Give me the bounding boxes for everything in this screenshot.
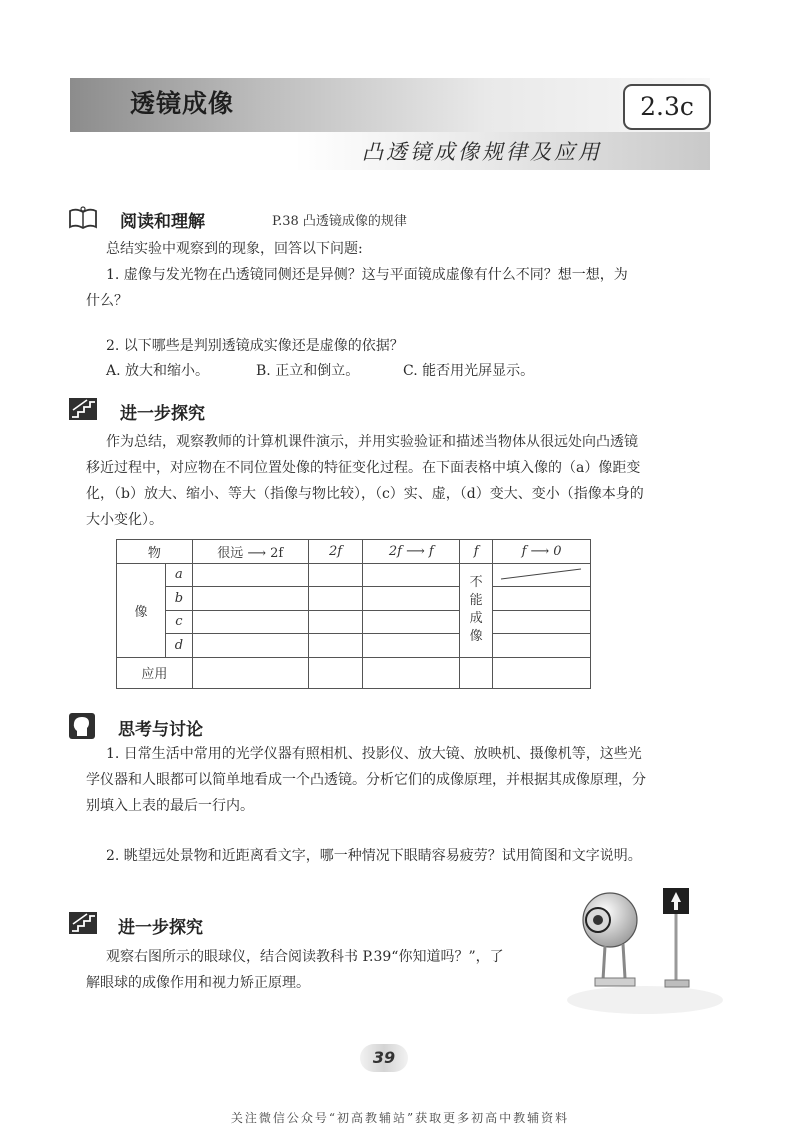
table-row <box>117 610 591 634</box>
col-f-to-0: f ⟶ 0 <box>493 540 591 564</box>
reading-heading: 阅读和理解 <box>120 212 205 232</box>
section-subtitle: 凸透镜成像规律及应用 <box>362 140 602 164</box>
table-cell[interactable] <box>493 610 591 634</box>
application-label: 应用 <box>117 657 193 688</box>
col-2f-to-f: 2f ⟶ f <box>363 540 460 564</box>
explore1-heading: 进一步探究 <box>120 404 205 424</box>
slash-mark <box>499 567 583 581</box>
explore1-line3: 化，（b）放大、缩小、等大（指像与物比较），（c）实、虚，（d）变大、变小（指像本身的 <box>86 486 644 502</box>
explore1-line2: 移近过程中，对应物在不同位置处像的特征变化过程。在下面表格中填入像的（a）像距变 <box>86 460 641 476</box>
table-cell[interactable] <box>308 634 363 658</box>
section-number-badge: 2.3c <box>623 84 711 130</box>
table-header-row <box>117 540 591 564</box>
discuss-q2: 2. 眺望远处景物和近距离看文字，哪一种情况下眼睛容易疲劳？试用简图和文字说明。 <box>106 848 642 864</box>
page-number: 39 <box>360 1044 408 1072</box>
reading-q1-line2: 什么？ <box>86 293 128 309</box>
table-cell[interactable] <box>493 657 591 688</box>
table-cell[interactable] <box>192 610 308 634</box>
row-letter-a: a <box>165 563 192 587</box>
table-row <box>117 657 591 688</box>
option-b: B. 正立和倒立。 <box>256 363 360 379</box>
col-far-to-2f: 很远 ⟶ 2f <box>192 540 308 564</box>
reading-q1-line1: 1. 虚像与发光物在凸透镜同侧还是异侧？这与平面镜成虚像有什么不同？想一想，为 <box>106 267 628 283</box>
table-cell[interactable] <box>493 563 591 587</box>
explore1-line4: 大小变化）。 <box>86 512 163 528</box>
table-cell[interactable] <box>308 563 363 587</box>
table-cell[interactable] <box>363 587 460 611</box>
option-c: C. 能否用光屏显示。 <box>403 363 535 379</box>
reading-intro: 总结实验中观察到的现象，回答以下问题: <box>106 241 363 257</box>
stairs-icon <box>68 911 98 935</box>
table-cell[interactable] <box>363 610 460 634</box>
table-cell[interactable] <box>308 610 363 634</box>
discuss-q1-line3: 别填入上表的最后一行内。 <box>86 798 254 814</box>
table-row <box>117 587 591 611</box>
table-cell[interactable] <box>493 587 591 611</box>
header-object: 物 <box>117 540 193 564</box>
open-book-icon <box>68 206 98 230</box>
discuss-q1-line1: 1. 日常生活中常用的光学仪器有照相机、投影仪、放大镜、放映机、摄像机等，这些光 <box>106 746 642 762</box>
table-row <box>117 634 591 658</box>
col-f: f <box>460 540 493 564</box>
discuss-q1-line2: 学仪器和人眼都可以简单地看成一个凸透镜。分析它们的成像原理，并根据其成像原理，分 <box>86 772 646 788</box>
table-cell[interactable] <box>493 634 591 658</box>
table-cell[interactable] <box>192 657 308 688</box>
row-letter-b: b <box>165 587 192 611</box>
table-row <box>117 563 591 587</box>
table-cell[interactable] <box>308 587 363 611</box>
row-letter-d: d <box>165 634 192 658</box>
explore2-line1: 观察右图所示的眼球仪，结合阅读教科书 P.39“你知道吗？”，了 <box>106 949 504 965</box>
explore2-line2: 解眼球的成像作用和视力矫正原理。 <box>86 975 310 991</box>
col-2f: 2f <box>308 540 363 564</box>
table-cell[interactable] <box>192 563 308 587</box>
option-a: A. 放大和缩小。 <box>106 363 210 379</box>
table-cell[interactable] <box>192 587 308 611</box>
table-cell[interactable] <box>363 563 460 587</box>
table-cell[interactable] <box>363 634 460 658</box>
reading-q2: 2. 以下哪些是判别透镜成实像还是虚像的依据？ <box>106 338 404 354</box>
eyeball-model-illustration <box>565 880 725 1020</box>
explore2-heading: 进一步探究 <box>118 918 203 938</box>
f-column-note: 不能成像 <box>460 563 493 657</box>
explore1-line1: 作为总结，观察教师的计算机课件演示，并用实验验证和描述当物体从很远处向凸透镜 <box>106 434 638 450</box>
table-cell[interactable] <box>460 657 493 688</box>
head-silhouette-icon <box>68 712 96 740</box>
table-cell[interactable] <box>308 657 363 688</box>
chapter-title: 透镜成像 <box>130 89 235 118</box>
row-group-image: 像 <box>117 563 166 657</box>
reading-reference: P.38 凸透镜成像的规律 <box>272 214 407 229</box>
footer-note: 关注微信公众号“初高教辅站”获取更多初高中教辅资料 <box>230 1111 570 1125</box>
table-cell[interactable] <box>192 634 308 658</box>
stairs-icon <box>68 397 98 421</box>
row-letter-c: c <box>165 610 192 634</box>
table-cell[interactable] <box>363 657 460 688</box>
image-table <box>116 539 591 689</box>
discuss-heading: 思考与讨论 <box>118 720 203 740</box>
